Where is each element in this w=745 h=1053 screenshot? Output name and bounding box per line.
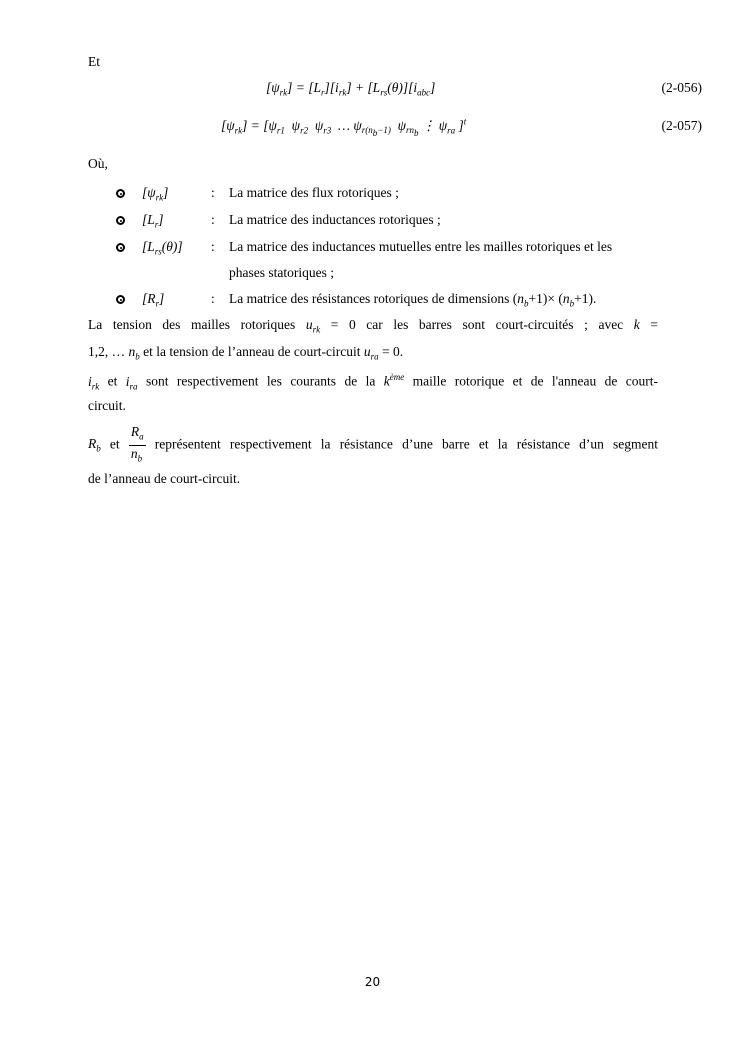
bullet-icon: [116, 243, 125, 252]
paragraph-line: $R_b$ et $\frac{R_a}{n_b}$ représentent respectivement la résistance d’une barre et la résistance d’un segment: [88, 424, 658, 466]
text-et: Et: [88, 54, 100, 69]
equation-number-2-056: (2-056): [661, 80, 702, 95]
bullet-icon: [116, 189, 125, 198]
definition-separator: :: [211, 239, 215, 254]
paragraph-line: de l’anneau de court-circuit.: [88, 471, 241, 486]
definition-symbol: $[\psi_{rk}]$: [142, 185, 169, 203]
definition-separator: :: [211, 185, 215, 200]
bullet-icon: [116, 216, 125, 225]
definition-text: La matrice des flux rotoriques ;: [229, 185, 399, 200]
paragraph-line: circuit.: [88, 398, 126, 413]
equation-2-057: $[\psi_{rk}] = [\psi_{r1}$ $\psi_{r2}$ $\psi_{r3}$ … $\psi_{r(n_b-1)}$ $\psi_{rn_b}$ ⋮ $\psi_{ra}$ ]$^t$: [221, 116, 467, 138]
paragraph-line: $i_{rk}$ et $i_{ra}$ sont respectivement les courants de la $k^{ème}$ maille rotorique et de l'anneau de court-: [88, 372, 658, 392]
paragraph-line: 1,2, … $n_b$ et la tension de l’anneau de court-circuit $u_{ra} = 0$.: [88, 344, 404, 362]
fraction-ra-nb: $\frac{R_a}{n_b}$: [130, 424, 144, 464]
definition-text: La matrice des résistances rotoriques de dimensions $(n_b+1)\times (n_b+1)$.: [229, 291, 597, 309]
definition-text: La matrice des inductances rotoriques ;: [229, 212, 441, 227]
definition-text: La matrice des inductances mutuelles entre les mailles rotoriques et les: [229, 239, 613, 254]
definition-symbol: $[L_{rs}(\theta)]$: [142, 239, 183, 257]
definition-text-continued: phases statoriques ;: [229, 265, 334, 280]
equation-2-056: $[\psi_{rk}] = [L_r][i_{rk}] + [L_{rs}(\theta)][i_{abc}]$: [266, 80, 436, 98]
page-number: 20: [364, 975, 381, 989]
definition-symbol: $[R_r]$: [142, 291, 165, 309]
equation-number-2-057: (2-057): [661, 118, 702, 133]
definition-separator: :: [211, 291, 215, 306]
bullet-icon: [116, 295, 125, 304]
text-ou: Où,: [88, 156, 108, 171]
definition-symbol: $[L_r]$: [142, 212, 164, 230]
paragraph-line: La tension des mailles rotoriques $u_{rk} = 0$ car les barres sont court-circuités ; avec k =: [88, 317, 658, 335]
definition-separator: :: [211, 212, 215, 227]
